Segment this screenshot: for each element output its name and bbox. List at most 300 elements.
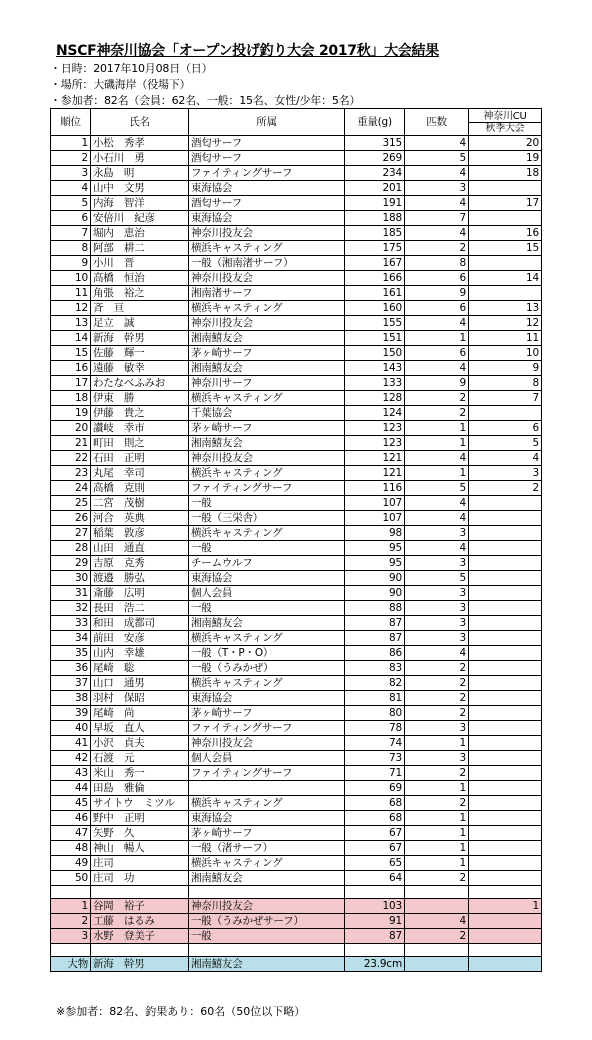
table-row [51,841,542,856]
cell-cu [469,211,542,226]
cell-affiliation: 東海協会 [189,811,345,826]
cell-weight: 123 [345,421,405,436]
cell-weight: 95 [345,541,405,556]
cell-rank: 31 [51,586,91,601]
cell-name: 讃岐 幸市 [91,421,189,436]
cell-rank: 21 [51,436,91,451]
cell-count: 4 [405,541,469,556]
cell-cu [469,706,542,721]
cell-rank: 29 [51,556,91,571]
header-rank: 順位 [51,109,91,136]
cell-name: 二宮 茂樹 [91,496,189,511]
cell-weight: 64 [345,871,405,886]
cell-affiliation: ファイティングサーフ [189,766,345,781]
cell-rank: 5 [51,196,91,211]
cell-name: 新海 幹男 [91,331,189,346]
cell-weight: 151 [345,331,405,346]
cell-cu [469,496,542,511]
table-row [51,421,542,436]
header-affiliation: 所属 [189,109,345,136]
cell-affiliation: 酒匂サーフ [189,196,345,211]
cell-cu [469,511,542,526]
cell-weight: 67 [345,841,405,856]
cell-affiliation: 湘南鱚友会 [189,616,345,631]
header-cu-line1: 神奈川CU [483,110,527,122]
cell-name: 佐藤 輝一 [91,346,189,361]
spacer-cell [469,886,542,899]
cell-cu [469,721,542,736]
cell-rank: 18 [51,391,91,406]
cell-weight: 161 [345,286,405,301]
cell-weight: 124 [345,406,405,421]
cell-affiliation: 湘南鱚友会 [189,871,345,886]
cell-affiliation: 東海協会 [189,181,345,196]
cell-count: 7 [405,211,469,226]
cell-count: 2 [405,796,469,811]
spacer-cell [51,944,91,957]
cell-cu [469,526,542,541]
results-table-header [51,109,542,136]
cell-rank: 大物 [51,957,91,972]
cell-name: 阿部 耕二 [91,241,189,256]
cell-count: 3 [405,721,469,736]
cell-weight: 65 [345,856,405,871]
results-table [50,108,542,972]
cell-affiliation: 一般（渚サーフ） [189,841,345,856]
cell-rank: 19 [51,406,91,421]
cell-name: 町田 則之 [91,436,189,451]
cell-weight: 269 [345,151,405,166]
cell-count: 4 [405,511,469,526]
cell-rank: 42 [51,751,91,766]
cell-name: 水野 登美子 [91,929,189,944]
cell-rank: 47 [51,826,91,841]
cell-affiliation: 湘南鱚友会 [189,331,345,346]
big-fish-row [51,957,542,972]
cell-cu [469,929,542,944]
cell-weight: 175 [345,241,405,256]
cell-rank: 50 [51,871,91,886]
cell-affiliation: 横浜キャスティング [189,631,345,646]
table-row [51,661,542,676]
cell-cu: 13 [469,301,542,316]
cell-count: 2 [405,766,469,781]
cell-name: 前田 安彦 [91,631,189,646]
cell-name: 小石川 勇 [91,151,189,166]
cell-name: 山口 通男 [91,676,189,691]
cell-cu [469,914,542,929]
cell-name: 山田 通直 [91,541,189,556]
cell-count: 2 [405,661,469,676]
event-date: ・日時：2017年10月08日（日） [50,62,213,75]
cell-weight: 121 [345,451,405,466]
cell-weight: 116 [345,481,405,496]
cell-count: 3 [405,181,469,196]
cell-rank: 33 [51,616,91,631]
cell-rank: 30 [51,571,91,586]
cell-weight: 71 [345,766,405,781]
cell-count: 3 [405,526,469,541]
cell-weight: 185 [345,226,405,241]
cell-rank: 9 [51,256,91,271]
cell-name: 尾崎 尚 [91,706,189,721]
cell-weight: 315 [345,136,405,151]
cell-name: 山内 幸雄 [91,646,189,661]
cell-name: 石田 正明 [91,451,189,466]
table-row [51,556,542,571]
table-row [51,586,542,601]
cell-cu [469,856,542,871]
cell-weight: 69 [345,781,405,796]
cell-cu: 7 [469,391,542,406]
cell-count: 4 [405,166,469,181]
cell-cu: 1 [469,899,542,914]
table-row [51,826,542,841]
table-row [51,376,542,391]
table-row [51,286,542,301]
cell-affiliation [189,781,345,796]
table-row [51,691,542,706]
results-table-body [51,136,542,972]
cell-rank: 48 [51,841,91,856]
cell-rank: 16 [51,361,91,376]
cell-count [405,957,469,972]
table-row [51,466,542,481]
cell-rank: 10 [51,271,91,286]
cell-count: 1 [405,436,469,451]
cell-affiliation: ファイティングサーフ [189,166,345,181]
cell-affiliation: 神奈川投友会 [189,736,345,751]
cell-cu: 12 [469,316,542,331]
table-row [51,736,542,751]
spacer-cell [189,944,345,957]
table-row [51,181,542,196]
cell-cu: 11 [469,331,542,346]
cell-weight: 82 [345,676,405,691]
cell-weight: 83 [345,661,405,676]
cell-affiliation: 茅ヶ崎サーフ [189,346,345,361]
cell-cu: 16 [469,226,542,241]
cell-weight: 128 [345,391,405,406]
cell-weight: 23.9cm [345,957,405,972]
cell-cu [469,957,542,972]
cell-rank: 41 [51,736,91,751]
cell-name: 吉原 克秀 [91,556,189,571]
cell-name: 伊藤 貴之 [91,406,189,421]
cell-weight: 150 [345,346,405,361]
cell-count: 1 [405,466,469,481]
cell-name: 早坂 直人 [91,721,189,736]
cell-affiliation: 横浜キャスティング [189,676,345,691]
spacer-cell [345,944,405,957]
cell-count: 1 [405,856,469,871]
cell-cu [469,766,542,781]
cell-name: 工藤 はるみ [91,914,189,929]
cell-name: 稲葉 敦彦 [91,526,189,541]
cell-rank: 24 [51,481,91,496]
cell-affiliation: 横浜キャスティング [189,526,345,541]
table-row [51,166,542,181]
cell-count: 1 [405,331,469,346]
header-cu [469,109,542,136]
cell-name: わたなべふみお [91,376,189,391]
cell-name: 伊東 勝 [91,391,189,406]
cell-rank: 40 [51,721,91,736]
cell-name: 庄司 [91,856,189,871]
cell-rank: 1 [51,136,91,151]
cell-affiliation: 個人会員 [189,751,345,766]
cell-count: 5 [405,571,469,586]
cell-cu: 5 [469,436,542,451]
cell-affiliation: 一般（湘南渚サーフ） [189,256,345,271]
table-row [51,151,542,166]
cell-weight: 88 [345,601,405,616]
cell-weight: 188 [345,211,405,226]
cell-name: 遠藤 敏幸 [91,361,189,376]
cell-affiliation: 茅ヶ崎サーフ [189,421,345,436]
cell-weight: 87 [345,929,405,944]
cell-weight: 81 [345,691,405,706]
cell-affiliation: ファイティングサーフ [189,721,345,736]
table-row [51,571,542,586]
cell-affiliation: 湘南鱚友会 [189,957,345,972]
cell-affiliation: 一般 [189,929,345,944]
cell-count: 2 [405,871,469,886]
cell-count: 1 [405,421,469,436]
cell-weight: 234 [345,166,405,181]
table-row [51,481,542,496]
cell-count: 6 [405,346,469,361]
cell-count: 3 [405,556,469,571]
cell-rank: 38 [51,691,91,706]
cell-name: 堀内 恵治 [91,226,189,241]
table-row [51,346,542,361]
cell-count: 2 [405,391,469,406]
cell-weight: 73 [345,751,405,766]
cell-count: 5 [405,481,469,496]
table-row [51,511,542,526]
cell-name: 高橋 克則 [91,481,189,496]
cell-affiliation: 一般 [189,496,345,511]
cell-affiliation: 茅ヶ崎サーフ [189,826,345,841]
cell-count: 6 [405,271,469,286]
table-row [51,196,542,211]
cell-name: 高橋 恒治 [91,271,189,286]
cell-rank: 28 [51,541,91,556]
table-row [51,271,542,286]
cell-count: 4 [405,451,469,466]
cell-weight: 201 [345,181,405,196]
cell-count: 2 [405,706,469,721]
cell-weight: 67 [345,826,405,841]
cell-cu [469,406,542,421]
cell-affiliation: 横浜キャスティング [189,391,345,406]
cell-rank: 26 [51,511,91,526]
cell-count: 4 [405,196,469,211]
cell-cu [469,676,542,691]
cell-cu [469,781,542,796]
cell-cu [469,556,542,571]
cell-count: 9 [405,376,469,391]
cell-cu [469,811,542,826]
cell-affiliation: 一般（T・P・O） [189,646,345,661]
table-row [51,301,542,316]
cell-count: 3 [405,616,469,631]
cell-name: 羽村 保昭 [91,691,189,706]
cell-cu [469,571,542,586]
spacer-cell [469,944,542,957]
cell-rank: 8 [51,241,91,256]
cell-affiliation: 一般（三栄舎） [189,511,345,526]
cell-name: 矢野 久 [91,826,189,841]
cell-rank: 35 [51,646,91,661]
cell-cu [469,736,542,751]
cell-weight: 107 [345,511,405,526]
cell-rank: 39 [51,706,91,721]
table-row [51,781,542,796]
cell-count [405,899,469,914]
table-row [51,871,542,886]
cell-weight: 90 [345,586,405,601]
cell-count: 2 [405,676,469,691]
cell-affiliation: 横浜キャスティング [189,466,345,481]
cell-count: 1 [405,841,469,856]
cell-rank: 6 [51,211,91,226]
cell-name: 丸尾 幸司 [91,466,189,481]
cell-name: 和田 成都司 [91,616,189,631]
cell-rank: 3 [51,929,91,944]
cell-name: 山中 文男 [91,181,189,196]
table-row [51,646,542,661]
cell-cu [469,646,542,661]
cell-rank: 7 [51,226,91,241]
cell-affiliation: 神奈川投友会 [189,451,345,466]
table-row [51,796,542,811]
cell-cu [469,586,542,601]
footer-note: ※参加者：82名、釣果あり：60名（50位以下略） [56,1005,306,1018]
cell-affiliation: 東海協会 [189,691,345,706]
table-row [51,211,542,226]
cell-name: 小松 秀孝 [91,136,189,151]
cell-weight: 78 [345,721,405,736]
cell-weight: 68 [345,796,405,811]
table-row [51,541,542,556]
table-row [51,391,542,406]
table-row [51,616,542,631]
page-title: NSCF神奈川協会「オープン投げ釣り大会 2017秋」大会結果 [56,43,439,59]
cell-cu: 19 [469,151,542,166]
cell-rank: 2 [51,914,91,929]
special-prize-row [51,899,542,914]
table-row [51,721,542,736]
cell-weight: 160 [345,301,405,316]
cell-weight: 95 [345,556,405,571]
table-row [51,631,542,646]
cell-rank: 20 [51,421,91,436]
cell-affiliation: 個人会員 [189,586,345,601]
header-count: 匹数 [405,109,469,136]
table-row [51,361,542,376]
cell-rank: 3 [51,166,91,181]
cell-cu [469,181,542,196]
cell-name: 斉 亘 [91,301,189,316]
spacer-cell [405,886,469,899]
cell-cu: 8 [469,376,542,391]
cell-affiliation: 酒匂サーフ [189,151,345,166]
cell-cu [469,691,542,706]
cell-count: 2 [405,241,469,256]
cell-cu: 6 [469,421,542,436]
table-row [51,241,542,256]
cell-rank: 36 [51,661,91,676]
cell-cu [469,286,542,301]
cell-count: 2 [405,929,469,944]
cell-name: 安倍川 紀彦 [91,211,189,226]
cell-weight: 107 [345,496,405,511]
spacer-cell [51,886,91,899]
cell-count: 3 [405,586,469,601]
cell-weight: 133 [345,376,405,391]
cell-rank: 4 [51,181,91,196]
cell-weight: 123 [345,436,405,451]
cell-count: 4 [405,496,469,511]
cell-cu [469,751,542,766]
cell-rank: 34 [51,631,91,646]
cell-rank: 43 [51,766,91,781]
cell-rank: 44 [51,781,91,796]
header-cu-line2: 秋季大会 [469,122,541,134]
cell-weight: 121 [345,466,405,481]
cell-count: 1 [405,826,469,841]
cell-count: 9 [405,286,469,301]
cell-weight: 167 [345,256,405,271]
cell-cu [469,631,542,646]
cell-name: 足立 誠 [91,316,189,331]
table-row [51,751,542,766]
cell-name: 小川 晋 [91,256,189,271]
cell-count: 2 [405,406,469,421]
cell-cu: 9 [469,361,542,376]
cell-weight: 166 [345,271,405,286]
cell-cu [469,601,542,616]
cell-count: 4 [405,316,469,331]
cell-affiliation: 酒匂サーフ [189,136,345,151]
header-name: 氏名 [91,109,189,136]
cell-name: サイトウ ミツル [91,796,189,811]
cell-affiliation: 神奈川投友会 [189,899,345,914]
cell-count: 1 [405,811,469,826]
cell-affiliation: 横浜キャスティング [189,241,345,256]
cell-count: 5 [405,151,469,166]
cell-rank: 46 [51,811,91,826]
table-row [51,406,542,421]
cell-weight: 91 [345,914,405,929]
table-row [51,316,542,331]
spacer-cell [91,944,189,957]
cell-name: 庄司 功 [91,871,189,886]
cell-name: 斎藤 広明 [91,586,189,601]
cell-rank: 15 [51,346,91,361]
cell-count: 3 [405,601,469,616]
cell-cu [469,616,542,631]
cell-count: 4 [405,226,469,241]
cell-affiliation: 茅ヶ崎サーフ [189,706,345,721]
cell-name: 角張 裕之 [91,286,189,301]
cell-rank: 49 [51,856,91,871]
cell-affiliation: チームウルフ [189,556,345,571]
cell-name: 内海 智洋 [91,196,189,211]
table-row [51,601,542,616]
